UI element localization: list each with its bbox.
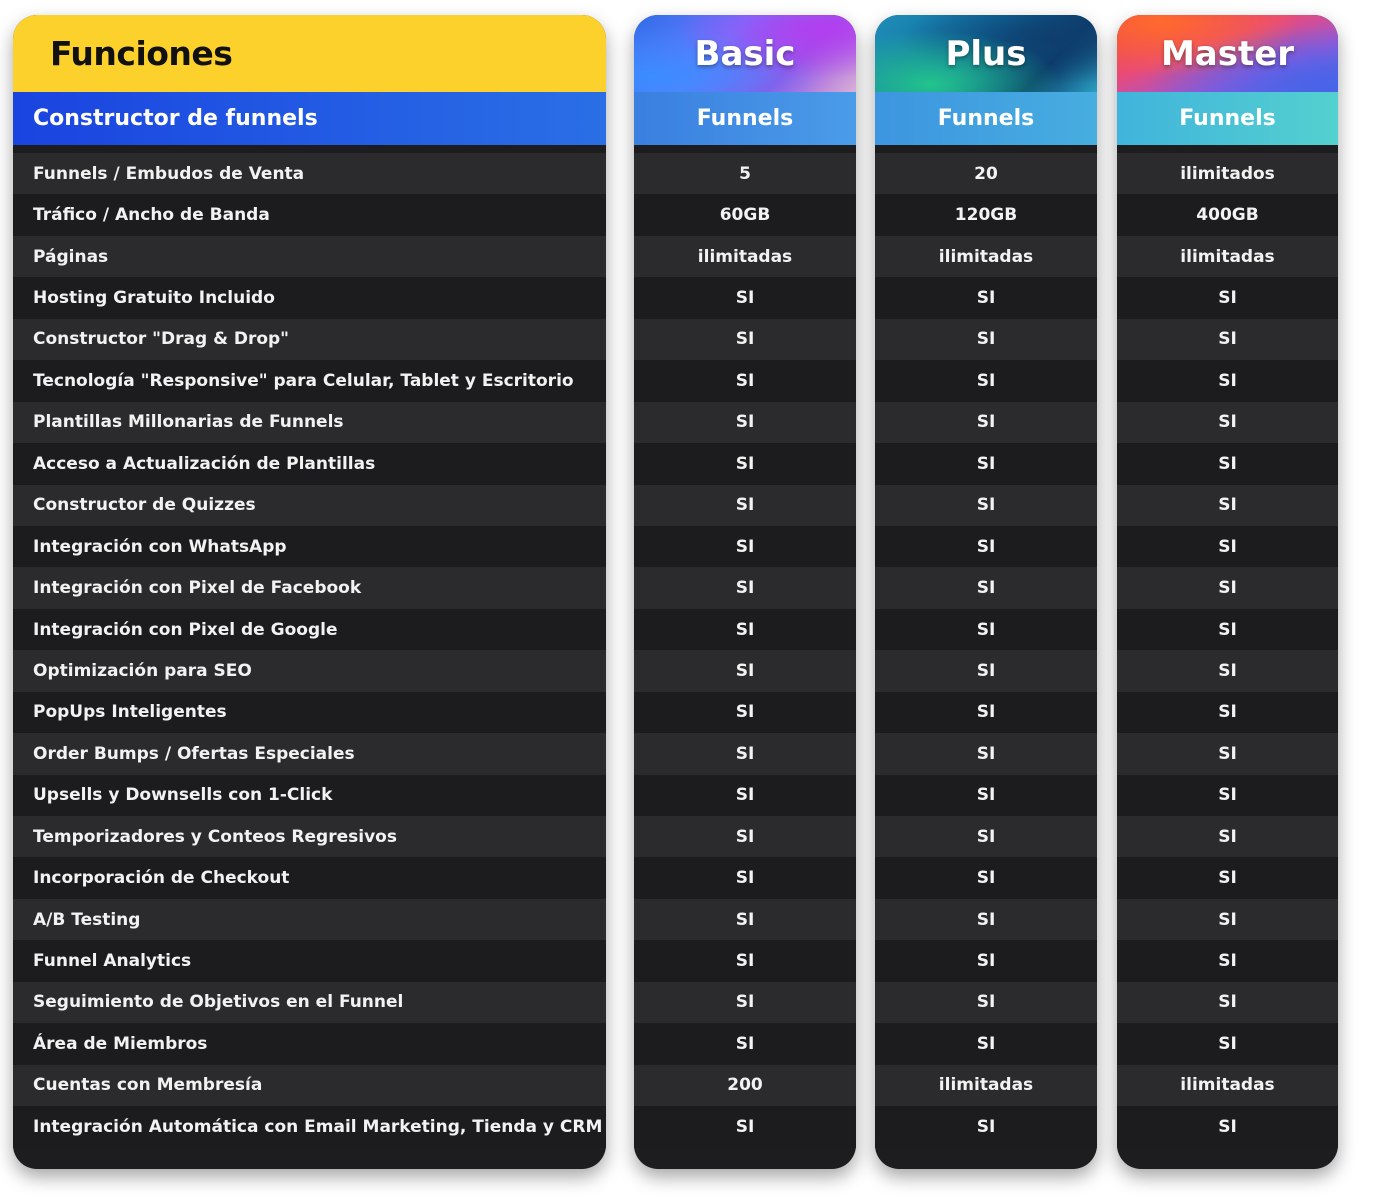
plan-title-plus: Plus — [875, 15, 1097, 92]
plan-value-cell: SI — [875, 526, 1097, 567]
feature-row: Área de Miembros — [13, 1023, 606, 1064]
plan-value-cell: SI — [1117, 360, 1338, 401]
plan-value-cell: SI — [634, 650, 856, 691]
plan-title-master: Master — [1117, 15, 1338, 92]
plan-column-master — [1117, 15, 1338, 1169]
plan-value-cell: SI — [875, 485, 1097, 526]
plan-value-cell: ilimitadas — [875, 1065, 1097, 1106]
plan-value-cell: SI — [1117, 650, 1338, 691]
feature-list — [13, 145, 606, 1148]
plan-value-cell: SI — [1117, 1106, 1338, 1147]
feature-row: Incorporación de Checkout — [13, 857, 606, 898]
plan-value-cell: SI — [634, 1106, 856, 1147]
plan-value-cell: SI — [875, 567, 1097, 608]
feature-row: Upsells y Downsells con 1-Click — [13, 775, 606, 816]
plan-value-cell: SI — [875, 1023, 1097, 1064]
plan-value-cell: SI — [634, 816, 856, 857]
feature-row: Hosting Gratuito Incluido — [13, 277, 606, 318]
plan-title-basic: Basic — [634, 15, 856, 92]
feature-row: Acceso a Actualización de Plantillas — [13, 443, 606, 484]
plan-values-basic — [634, 145, 856, 1148]
plan-value-cell: SI — [1117, 402, 1338, 443]
feature-row: Tráfico / Ancho de Banda — [13, 194, 606, 235]
features-section-label: Constructor de funnels — [13, 92, 606, 145]
plan-value-cell: ilimitadas — [875, 236, 1097, 277]
feature-row: Temporizadores y Conteos Regresivos — [13, 816, 606, 857]
plan-values-plus — [875, 145, 1097, 1148]
feature-row: Páginas — [13, 236, 606, 277]
feature-row: Optimización para SEO — [13, 650, 606, 691]
plan-value-cell: 200 — [634, 1065, 856, 1106]
feature-row: Seguimiento de Objetivos en el Funnel — [13, 982, 606, 1023]
plan-value-cell: SI — [1117, 982, 1338, 1023]
plan-value-cell: SI — [875, 1106, 1097, 1147]
plan-value-cell: ilimitadas — [1117, 236, 1338, 277]
features-title: Funciones — [13, 15, 606, 92]
feature-row: Tecnología "Responsive" para Celular, Tablet y Escritorio — [13, 360, 606, 401]
plan-value-cell: 120GB — [875, 194, 1097, 235]
plan-value-cell: SI — [1117, 443, 1338, 484]
plan-value-cell: SI — [875, 692, 1097, 733]
plan-value-cell: SI — [634, 526, 856, 567]
plan-value-cell: SI — [875, 609, 1097, 650]
plan-value-cell: SI — [875, 402, 1097, 443]
feature-row: Plantillas Millonarias de Funnels — [13, 402, 606, 443]
plan-value-cell: SI — [875, 443, 1097, 484]
feature-row: Integración con Pixel de Facebook — [13, 567, 606, 608]
plan-value-cell: SI — [1117, 319, 1338, 360]
plan-value-cell: SI — [634, 485, 856, 526]
plan-value-cell: SI — [634, 899, 856, 940]
plan-value-cell: SI — [634, 277, 856, 318]
plan-value-cell: SI — [634, 982, 856, 1023]
plan-value-cell: SI — [634, 940, 856, 981]
plan-value-cell: SI — [634, 1023, 856, 1064]
plan-value-cell: SI — [1117, 733, 1338, 774]
plan-value-cell: SI — [1117, 940, 1338, 981]
plan-value-cell: SI — [875, 982, 1097, 1023]
plan-value-cell: 400GB — [1117, 194, 1338, 235]
plan-value-cell: SI — [634, 443, 856, 484]
plan-value-cell: 5 — [634, 153, 856, 194]
plan-value-cell: SI — [634, 733, 856, 774]
plan-value-cell: SI — [875, 360, 1097, 401]
plan-value-cell: SI — [634, 402, 856, 443]
plan-value-cell: SI — [634, 609, 856, 650]
plan-value-cell: SI — [634, 775, 856, 816]
plan-value-cell: SI — [875, 857, 1097, 898]
plan-value-cell: SI — [1117, 899, 1338, 940]
feature-row: Integración Automática con Email Marketing, Tienda y CRM — [13, 1106, 606, 1147]
plan-value-cell: SI — [1117, 692, 1338, 733]
feature-row: Constructor de Quizzes — [13, 485, 606, 526]
plan-section-master: Funnels — [1117, 92, 1338, 145]
plan-value-cell: 20 — [875, 153, 1097, 194]
plan-value-cell: SI — [875, 733, 1097, 774]
plan-value-cell: SI — [875, 277, 1097, 318]
plan-values-master — [1117, 145, 1338, 1148]
plan-value-cell: SI — [1117, 857, 1338, 898]
feature-row: Cuentas con Membresía — [13, 1065, 606, 1106]
plan-value-cell: SI — [1117, 567, 1338, 608]
plan-value-cell: ilimitadas — [634, 236, 856, 277]
plan-value-cell: SI — [1117, 1023, 1338, 1064]
plan-value-cell: SI — [1117, 609, 1338, 650]
feature-row: Constructor "Drag & Drop" — [13, 319, 606, 360]
plan-value-cell: SI — [1117, 526, 1338, 567]
feature-row: PopUps Inteligentes — [13, 692, 606, 733]
plan-column-plus — [875, 15, 1097, 1169]
plan-value-cell: SI — [1117, 485, 1338, 526]
plan-value-cell: SI — [1117, 816, 1338, 857]
plan-value-cell: ilimitados — [1117, 153, 1338, 194]
plan-value-cell: SI — [1117, 277, 1338, 318]
plan-value-cell: SI — [875, 940, 1097, 981]
plan-value-cell: SI — [634, 319, 856, 360]
plan-value-cell: SI — [634, 857, 856, 898]
plan-value-cell: SI — [875, 319, 1097, 360]
plan-value-cell: SI — [634, 360, 856, 401]
features-column — [13, 15, 606, 1169]
plan-value-cell: ilimitadas — [1117, 1065, 1338, 1106]
feature-row: A/B Testing — [13, 899, 606, 940]
plan-value-cell: SI — [1117, 775, 1338, 816]
feature-row: Funnel Analytics — [13, 940, 606, 981]
feature-row: Integración con WhatsApp — [13, 526, 606, 567]
plan-column-basic — [634, 15, 856, 1169]
feature-row: Integración con Pixel de Google — [13, 609, 606, 650]
plan-value-cell: SI — [875, 899, 1097, 940]
plan-section-basic: Funnels — [634, 92, 856, 145]
plan-value-cell: 60GB — [634, 194, 856, 235]
plan-value-cell: SI — [875, 650, 1097, 691]
plan-value-cell: SI — [875, 816, 1097, 857]
feature-row: Funnels / Embudos de Venta — [13, 153, 606, 194]
plan-section-plus: Funnels — [875, 92, 1097, 145]
plan-value-cell: SI — [634, 692, 856, 733]
feature-row: Order Bumps / Ofertas Especiales — [13, 733, 606, 774]
plan-value-cell: SI — [634, 567, 856, 608]
plan-value-cell: SI — [875, 775, 1097, 816]
